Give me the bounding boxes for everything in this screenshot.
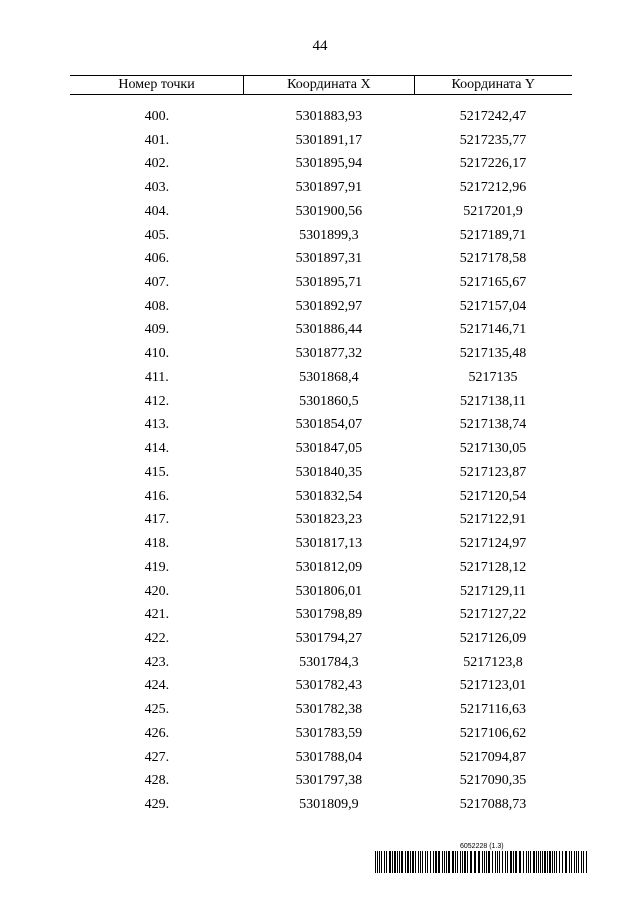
cell-coordinate-y: 5217128,12 — [459, 559, 527, 575]
cell-coordinate-x: 5301806,01 — [295, 583, 363, 599]
cell-point-number: 415. — [144, 464, 170, 480]
table-row — [70, 675, 572, 699]
cell-coordinate-x: 5301895,94 — [295, 156, 363, 172]
cell-coordinate-y: 5217138,74 — [459, 417, 527, 433]
table-row — [70, 390, 572, 414]
cell-coordinate-y: 5217126,09 — [459, 631, 527, 647]
table-row — [70, 200, 572, 224]
cell-point-number: 429. — [144, 797, 170, 813]
cell-coordinate-x: 5301868,4 — [299, 369, 359, 385]
page-number: 44 — [312, 38, 328, 54]
cell-coordinate-y: 5217157,04 — [459, 298, 527, 314]
cell-coordinate-x: 5301794,27 — [295, 631, 363, 647]
cell-coordinate-y: 5217146,71 — [459, 322, 527, 338]
table-row — [70, 603, 572, 627]
cell-point-number: 419. — [144, 559, 170, 575]
table-row — [70, 437, 572, 461]
table-row — [70, 722, 572, 746]
cell-point-number: 426. — [144, 725, 170, 741]
cell-point-number: 401. — [144, 132, 170, 148]
barcode-image — [375, 851, 589, 873]
cell-point-number: 418. — [144, 536, 170, 552]
cell-coordinate-x: 5301860,5 — [299, 393, 359, 409]
cell-point-number: 409. — [144, 322, 170, 338]
cell-coordinate-x: 5301897,31 — [295, 251, 363, 267]
cell-coordinate-y: 5217094,87 — [459, 749, 527, 765]
cell-point-number: 417. — [144, 512, 170, 528]
cell-coordinate-y: 5217189,71 — [459, 227, 527, 243]
cell-coordinate-y: 5217106,62 — [459, 725, 527, 741]
coordinates-table — [70, 75, 572, 817]
cell-point-number: 412. — [144, 393, 170, 409]
cell-coordinate-x: 5301886,44 — [295, 322, 363, 338]
table-row — [70, 580, 572, 604]
cell-coordinate-x: 5301854,07 — [295, 417, 363, 433]
cell-coordinate-x: 5301809,9 — [299, 797, 359, 813]
cell-coordinate-y: 5217178,58 — [459, 251, 527, 267]
cell-point-number: 405. — [144, 227, 170, 243]
cell-point-number: 407. — [144, 275, 170, 290]
table-row — [70, 414, 572, 438]
table-row — [70, 342, 572, 366]
table-row — [70, 105, 572, 129]
cell-coordinate-y: 5217127,22 — [459, 607, 527, 623]
cell-point-number: 408. — [144, 298, 170, 314]
cell-point-number: 428. — [144, 773, 170, 789]
cell-coordinate-x: 5301891,17 — [295, 132, 363, 148]
cell-coordinate-y: 5217135 — [468, 369, 518, 385]
cell-coordinate-y: 5217165,67 — [459, 275, 527, 290]
cell-point-number: 420. — [144, 583, 170, 599]
cell-coordinate-x: 5301782,38 — [295, 702, 363, 718]
cell-coordinate-x: 5301783,59 — [295, 725, 363, 741]
cell-coordinate-y: 5217122,91 — [459, 512, 527, 528]
cell-coordinate-y: 5217088,73 — [459, 797, 527, 813]
cell-coordinate-x: 5301832,54 — [295, 488, 363, 504]
cell-coordinate-x: 5301892,97 — [295, 298, 363, 314]
table-row — [70, 295, 572, 319]
cell-coordinate-x: 5301823,23 — [295, 512, 363, 528]
cell-point-number: 424. — [144, 678, 170, 694]
column-header-coordinate-x: Координата X — [244, 76, 414, 95]
cell-coordinate-x: 5301788,04 — [295, 749, 363, 765]
cell-coordinate-x: 5301895,71 — [295, 275, 363, 290]
cell-coordinate-y: 5217123,87 — [459, 464, 527, 480]
table-header-row — [70, 76, 572, 95]
cell-point-number: 414. — [144, 441, 170, 457]
cell-coordinate-y: 5217116,63 — [460, 702, 526, 718]
cell-coordinate-x: 5301883,93 — [295, 108, 363, 124]
cell-point-number: 411. — [144, 369, 169, 385]
cell-coordinate-x: 5301840,35 — [295, 464, 363, 480]
cell-coordinate-y: 5217138,11 — [460, 393, 526, 409]
column-header-point-number: Номер точки — [70, 76, 244, 95]
table-row — [70, 746, 572, 770]
cell-point-number: 403. — [144, 180, 170, 196]
cell-point-number: 416. — [144, 488, 170, 504]
barcode-block — [375, 843, 589, 873]
table-row — [70, 129, 572, 153]
table-row — [70, 651, 572, 675]
cell-coordinate-y: 5217123,01 — [459, 678, 527, 694]
table-row — [70, 485, 572, 509]
column-header-coordinate-y: Координата Y — [414, 76, 572, 95]
cell-coordinate-x: 5301897,91 — [295, 180, 363, 196]
table-row — [70, 508, 572, 532]
cell-point-number: 402. — [144, 156, 170, 172]
table-row — [70, 532, 572, 556]
table-row — [70, 247, 572, 271]
cell-point-number: 422. — [144, 631, 170, 647]
cell-point-number: 425. — [144, 702, 170, 718]
cell-coordinate-y: 5217135,48 — [459, 346, 527, 362]
cell-coordinate-x: 5301900,56 — [295, 203, 363, 219]
table-row — [70, 627, 572, 651]
cell-coordinate-y: 5217129,11 — [460, 583, 526, 599]
cell-coordinate-y: 5217130,05 — [459, 441, 527, 457]
cell-coordinate-y: 5217242,47 — [459, 108, 527, 124]
cell-coordinate-x: 5301782,43 — [295, 678, 363, 694]
table-spacer-row — [70, 95, 572, 106]
cell-coordinate-x: 5301877,32 — [295, 346, 363, 362]
cell-coordinate-y: 5217124,97 — [459, 536, 527, 552]
cell-coordinate-x: 5301784,3 — [299, 654, 359, 670]
cell-coordinate-y: 5217212,96 — [459, 180, 527, 196]
cell-point-number: 413. — [144, 417, 170, 433]
table-row — [70, 176, 572, 200]
cell-coordinate-y: 5217235,77 — [459, 132, 527, 148]
cell-coordinate-x: 5301847,05 — [295, 441, 363, 457]
barcode-label: 6052228 (1.3) — [460, 843, 504, 850]
cell-coordinate-x: 5301797,38 — [295, 773, 363, 789]
cell-coordinate-y: 5217120,54 — [459, 488, 527, 504]
cell-coordinate-x: 5301899,3 — [299, 227, 359, 243]
table-row — [70, 224, 572, 248]
table-row — [70, 152, 572, 176]
cell-coordinate-y: 5217123,8 — [463, 654, 523, 670]
cell-coordinate-x: 5301817,13 — [295, 536, 363, 552]
cell-point-number: 423. — [144, 654, 170, 670]
table-row — [70, 319, 572, 343]
cell-point-number: 406. — [144, 251, 170, 267]
cell-coordinate-y: 5217201,9 — [463, 203, 523, 219]
cell-point-number: 421. — [144, 607, 170, 623]
table-row — [70, 698, 572, 722]
table-row — [70, 793, 572, 817]
cell-coordinate-y: 5217090,35 — [459, 773, 527, 789]
cell-coordinate-y: 5217226,17 — [459, 156, 527, 172]
table-row — [70, 271, 572, 295]
table-row — [70, 366, 572, 390]
cell-coordinate-x: 5301798,89 — [295, 607, 363, 623]
table-row — [70, 556, 572, 580]
cell-point-number: 404. — [144, 203, 170, 219]
cell-coordinate-x: 5301812,09 — [295, 559, 363, 575]
table-row — [70, 461, 572, 485]
cell-point-number: 427. — [144, 749, 170, 765]
table-row — [70, 770, 572, 794]
cell-point-number: 400. — [144, 108, 170, 124]
cell-point-number: 410. — [144, 346, 170, 362]
